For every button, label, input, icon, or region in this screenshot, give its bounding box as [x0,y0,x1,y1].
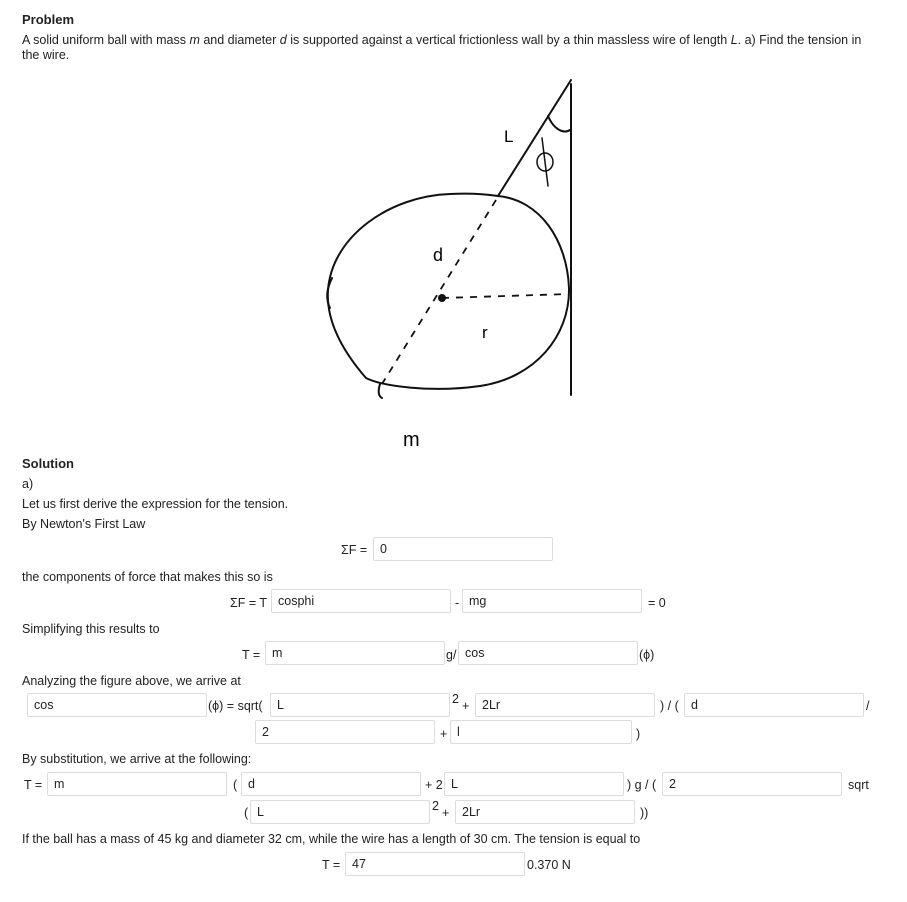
problem-text-3: is supported against a vertical frictionless wall by a thin massless wire of length [286,33,731,47]
radius-dashed-line [442,294,569,298]
eq3-term1-field[interactable]: m [265,641,445,665]
ball-outline [328,194,569,389]
problem-var-d: d [279,33,287,47]
problem-text-1: A solid uniform ball with mass [22,33,190,47]
solution-line-2: By Newton's First Law [22,517,146,531]
eq2-term1-field[interactable]: cosphi [271,589,451,613]
figure-label-d: d [433,245,444,265]
eq4-mid1-label: (ϕ) = sqrt( [208,699,263,713]
ball-bump-bottom [379,384,382,398]
eq5-left-label: T = [24,778,43,792]
eq4-plus2: + [440,727,448,741]
eq4-slash: / [866,699,870,713]
eq5-plus: + [442,806,450,820]
solution-heading: Solution [22,456,74,471]
problem-statement [22,33,872,63]
center-dot [438,294,446,302]
problem-var-m: m [189,33,200,47]
final-answer-field[interactable]: 47 [345,852,525,876]
eq5-open-paren-2: ( [244,806,249,820]
eq4-2Lr-field[interactable]: 2Lr [475,693,655,717]
eq4-close-paren: ) [636,727,641,741]
eq5-2Lr-field[interactable]: 2Lr [455,800,635,824]
eq2-minus: - [455,596,460,610]
eq5-two-field[interactable]: 2 [662,772,842,796]
problem-var-L: L [730,33,738,47]
solution-line-1: Let us first derive the expression for the tension. [22,497,289,511]
eq5-L-field[interactable]: L [444,772,624,796]
components-text: the components of force that makes this so is [22,570,273,584]
eq5-superscript: 2 [432,799,439,813]
analyze-text: Analyzing the figure above, we arrive at [22,674,241,688]
solution-part-label: a) [22,477,34,491]
final-unit-label: 0.370 N [527,858,571,872]
eq4-L-field[interactable]: L [270,693,450,717]
eq5-sqrt-label: sqrt [848,778,869,792]
eq4-d-field[interactable]: d [684,693,864,717]
substitution-text: By substitution, we arrive at the following: [22,752,252,766]
final-left-label: T = [322,858,341,872]
eq3-mid-label: g/ [446,648,457,662]
figure-label-r: r [482,323,488,342]
problem-text-2: and diameter [199,33,280,47]
eq4-superscript: 2 [452,692,459,706]
eq4-cos-field[interactable]: cos [27,693,207,717]
simplify-text: Simplifying this results to [22,622,160,636]
figure-label-L: L [504,127,514,146]
problem-heading: Problem [22,12,75,27]
eq5-m-field[interactable]: m [47,772,227,796]
eq5-close-parens: )) [640,806,649,820]
problem-figure [320,68,585,458]
final-text: If the ball has a mass of 45 kg and diameter 32 cm, while the wire has a length of 30 cm. The tension is equal to [22,832,641,846]
sumf-label: ΣF = [341,543,368,557]
eq4-mid2-label: ) / ( [660,699,679,713]
angle-arc [548,116,570,131]
eq2-right-label: = 0 [648,596,666,610]
figure-label-m: m [403,429,420,451]
eq4-l-field[interactable]: l [450,720,632,744]
eq5-plus2: + 2 [425,778,443,792]
sumf-answer-field[interactable]: 0 [373,537,553,561]
eq4-plus: + [462,699,470,713]
eq5-open-paren: ( [233,778,238,792]
eq4-two-field[interactable]: 2 [255,720,435,744]
eq2-left-label: ΣF = T [230,596,268,610]
problem-text-4: . a) Find the tension in the wire. [22,33,862,62]
eq5-d-field[interactable]: d [241,772,421,796]
diameter-dashed-line [382,200,496,384]
eq5-mid-label: ) g / ( [627,778,657,792]
eq5-L2-field[interactable]: L [250,800,430,824]
eq3-term2-field[interactable]: cos [458,641,638,665]
eq3-left-label: T = [242,648,261,662]
eq2-term2-field[interactable]: mg [462,589,642,613]
phi-stroke [542,138,548,186]
eq3-right-label: (ϕ) [639,648,655,662]
